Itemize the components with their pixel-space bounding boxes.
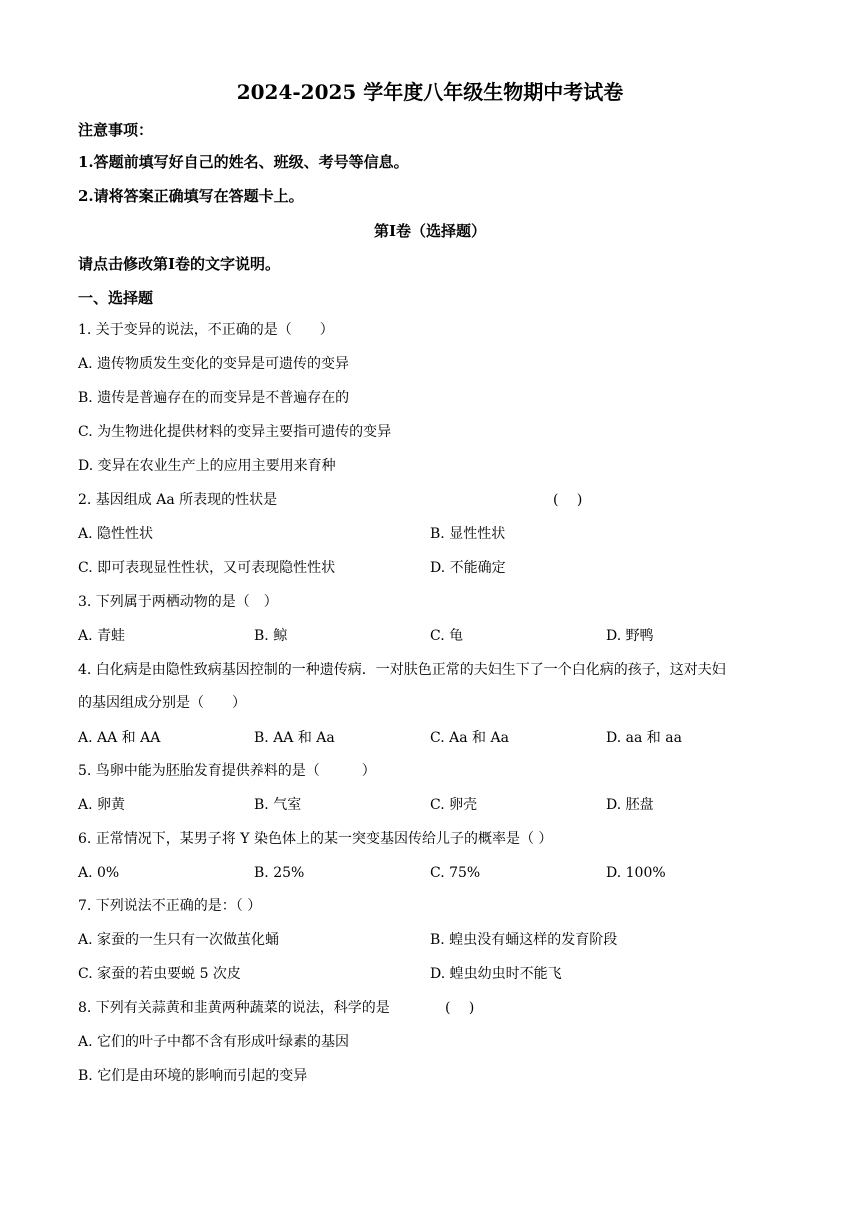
option: C. 龟 <box>430 628 464 644</box>
option: C. 为生物进化提供材料的变异主要指可遗传的变异 <box>78 424 392 440</box>
option: A. 0% <box>78 865 120 881</box>
option: D. 野鸭 <box>606 628 654 644</box>
page-title: 2024-2025 学年度八年级生物期中考试卷 <box>236 80 624 104</box>
option: C. 75% <box>430 865 481 881</box>
option: B. 鲸 <box>254 628 288 644</box>
question-stem-continued: 的基因组成分别是（ ） <box>78 695 246 711</box>
notes-item-2: 2.请将答案正确填写在答题卡上。 <box>78 187 304 205</box>
option: C. Aa 和 Aa <box>430 730 509 746</box>
option: B. 显性性状 <box>430 526 506 542</box>
answer-paren: ( ) <box>553 492 583 508</box>
option: A. 青蛙 <box>78 628 126 644</box>
option: D. 胚盘 <box>606 797 654 813</box>
question-stem: 3. 下列属于两栖动物的是（ ） <box>78 594 278 610</box>
answer-paren: ( ) <box>445 1000 475 1016</box>
option: B. 气室 <box>254 797 302 813</box>
notes-heading: 注意事项： <box>78 121 154 139</box>
option: B. 25% <box>254 865 305 881</box>
option: D. 100% <box>606 865 666 881</box>
question-stem: 6. 正常情况下，某男子将 Y 染色体上的某一突变基因传给儿子的概率是（ ） <box>78 831 553 847</box>
option: A. AA 和 AA <box>78 730 161 746</box>
question-stem: 5. 鸟卵中能为胚胎发育提供养料的是（ ） <box>78 763 376 779</box>
option: D. aa 和 aa <box>606 730 682 746</box>
part1-heading: 第Ⅰ卷（选择题） <box>373 222 487 240</box>
option: C. 家蚕的若虫要蜕 5 次皮 <box>78 966 241 982</box>
option: A. 隐性性状 <box>78 526 154 542</box>
option: C. 即可表现显性性状，又可表现隐性性状 <box>78 560 336 576</box>
option: A. 卵黄 <box>78 797 126 813</box>
option: B. AA 和 Aa <box>254 730 335 746</box>
option: A. 遗传物质发生变化的变异是可遗传的变异 <box>78 356 350 372</box>
question-stem: 2. 基因组成 Aa 所表现的性状是 <box>78 492 278 508</box>
part1-description: 请点击修改第Ⅰ卷的文字说明。 <box>78 255 281 273</box>
section-heading: 一、选择题 <box>78 289 154 307</box>
option: D. 变异在农业生产上的应用主要用来育种 <box>78 458 336 474</box>
option: B. 它们是由环境的影响而引起的变异 <box>78 1068 308 1084</box>
option: D. 不能确定 <box>430 560 506 576</box>
option: B. 遗传是普遍存在的而变异是不普遍存在的 <box>78 390 350 406</box>
question-stem: 1. 关于变异的说法，不正确的是（ ） <box>78 322 334 338</box>
option: C. 卵壳 <box>430 797 478 813</box>
notes-item-1: 1.答题前填写好自己的姓名、班级、考号等信息。 <box>78 153 409 171</box>
question-stem: 4. 白化病是由隐性致病基因控制的一种遗传病．一对肤色正常的夫妇生下了一个白化病的孩子，这对夫妇 <box>78 662 726 678</box>
question-stem: 8. 下列有关蒜黄和韭黄两种蔬菜的说法，科学的是 <box>78 1000 390 1016</box>
option: A. 家蚕的一生只有一次做茧化蛹 <box>78 932 280 948</box>
option: D. 蝗虫幼虫时不能飞 <box>430 966 562 982</box>
option: B. 蝗虫没有蛹这样的发育阶段 <box>430 932 618 948</box>
question-stem: 7. 下列说法不正确的是：（ ） <box>78 898 262 914</box>
option: A. 它们的叶子中都不含有形成叶绿素的基因 <box>78 1034 350 1050</box>
